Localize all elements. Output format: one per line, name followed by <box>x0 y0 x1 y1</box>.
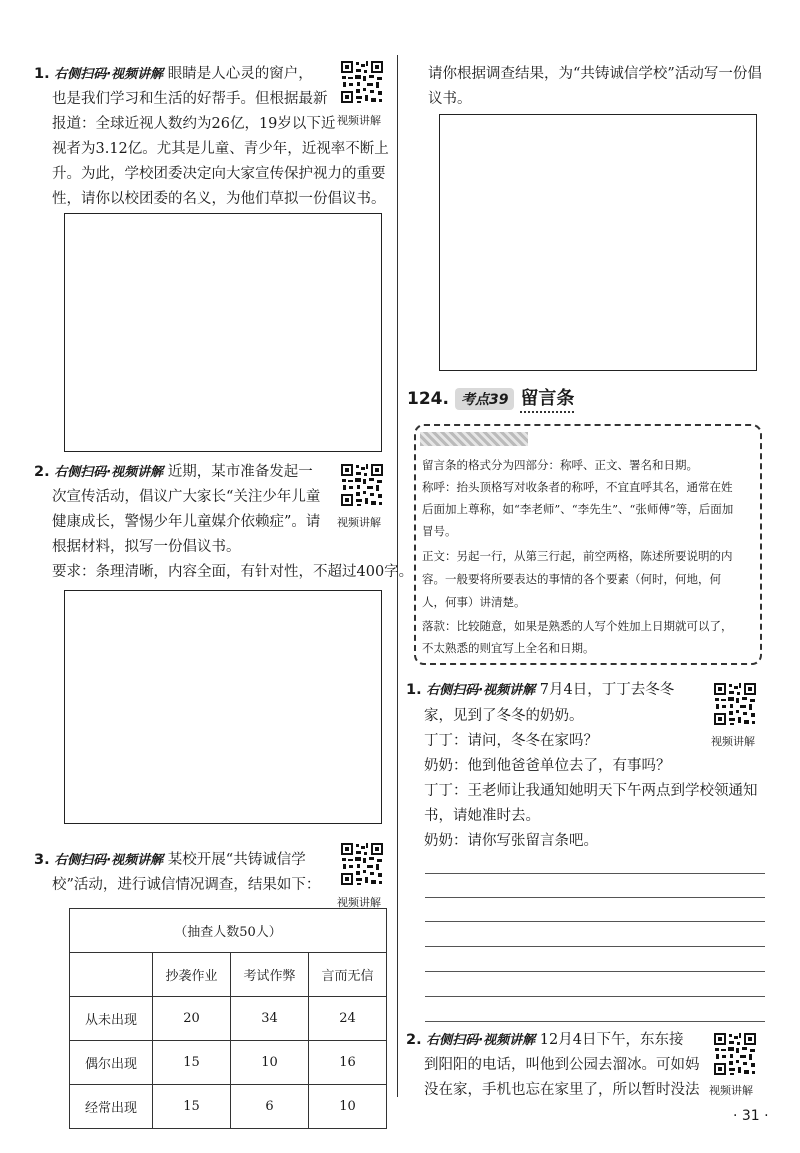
table-row: 经常出现 15 6 10 <box>70 1085 387 1129</box>
table-caption: （抽查人数50人） <box>70 909 387 953</box>
question-number: 1. <box>406 682 422 698</box>
question-number: 1. <box>34 66 50 82</box>
section-heading <box>407 384 574 413</box>
tip-line: 冒号。 <box>422 524 457 538</box>
qr-caption: 视频讲解 <box>337 896 381 909</box>
tip-line: 称呼：抬头顶格写对收条者的称呼，不宜直呼其名，通常在姓 <box>422 480 733 494</box>
writing-line[interactable] <box>425 1021 765 1022</box>
scan-tag: 右侧扫码·视频讲解 <box>426 683 536 698</box>
survey-table <box>69 908 387 1129</box>
qr-code-icon[interactable] <box>340 60 384 104</box>
answer-box[interactable] <box>64 213 382 452</box>
scan-tag: 右侧扫码·视频讲解 <box>426 1033 536 1048</box>
writing-line[interactable] <box>425 897 765 898</box>
section-number: 124. <box>407 388 449 409</box>
qr-caption: 视频讲解 <box>337 114 381 127</box>
question-number: 2. <box>34 464 50 480</box>
kaodian-badge: 考点39 <box>455 388 514 410</box>
qr-code-icon[interactable] <box>713 682 757 726</box>
table-row: 偶尔出现 15 10 16 <box>70 1041 387 1085</box>
tip-line: 人，何事）讲清楚。 <box>422 595 526 609</box>
section-title: 留言条 <box>520 384 574 413</box>
qr-caption: 视频讲解 <box>709 1084 753 1097</box>
table-row: 从未出现 20 34 24 <box>70 997 387 1041</box>
question-number: 2. <box>406 1032 422 1048</box>
writing-line[interactable] <box>425 946 765 947</box>
scan-tag: 右侧扫码·视频讲解 <box>54 67 164 82</box>
answer-box[interactable] <box>64 590 382 824</box>
writing-line[interactable] <box>425 971 765 972</box>
tips-badge <box>420 432 528 446</box>
writing-line[interactable] <box>425 996 765 997</box>
writing-line[interactable] <box>425 921 765 922</box>
qr-code-icon[interactable] <box>340 463 384 507</box>
question-number: 3. <box>34 852 50 868</box>
table-header-row: 抄袭作业 考试作弊 言而无信 <box>70 953 387 997</box>
tip-line: 落款：比较随意，如果是熟悉的人写个姓加上日期就可以了， <box>422 619 733 633</box>
qr-caption: 视频讲解 <box>711 735 755 748</box>
tip-line: 正文：另起一行，从第三行起，前空两格，陈述所要说明的内 <box>422 549 733 563</box>
qr-caption: 视频讲解 <box>337 516 381 529</box>
writing-line[interactable] <box>425 873 765 874</box>
tip-line: 容。一般要将所要表达的事情的各个要素（何时，何地，何 <box>422 572 721 586</box>
scan-tag: 右侧扫码·视频讲解 <box>54 465 164 480</box>
tip-line: 后面加上尊称，如“李老师”、“李先生”、“张师傅”等，后面加 <box>422 502 734 516</box>
scan-tag: 右侧扫码·视频讲解 <box>54 853 164 868</box>
qr-code-icon[interactable] <box>713 1032 757 1076</box>
qr-code-icon[interactable] <box>340 842 384 886</box>
page-number: · 31 · <box>733 1108 769 1124</box>
tip-line: 不太熟悉的则宜写上全名和日期。 <box>422 641 595 655</box>
q1-line-1: 1. 右侧扫码·视频讲解 眼睛是人心灵的窗户， <box>34 66 313 82</box>
answer-box[interactable] <box>439 114 757 371</box>
tip-line: 留言条的格式分为四部分：称呼、正文、署名和日期。 <box>422 458 698 472</box>
